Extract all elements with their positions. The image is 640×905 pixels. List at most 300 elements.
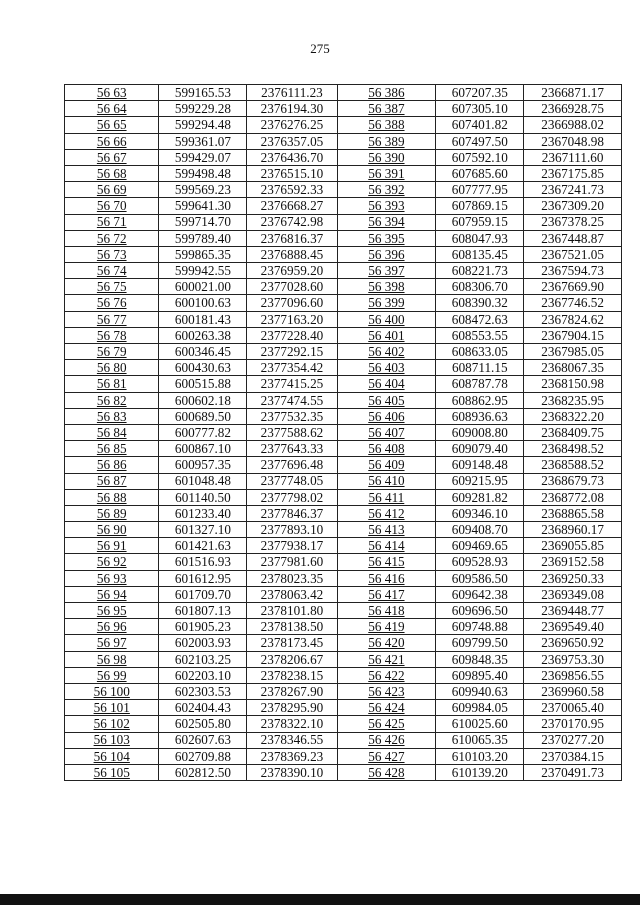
y-coord-left: 2376959.20 bbox=[247, 263, 337, 279]
table-row bbox=[65, 651, 622, 667]
point-id-right: 56 407 bbox=[337, 424, 436, 440]
table-row bbox=[65, 101, 622, 117]
y-coord-right: 2368235.95 bbox=[524, 392, 622, 408]
point-id-left: 56 89 bbox=[65, 505, 159, 521]
y-coord-right: 2367378.25 bbox=[524, 214, 622, 230]
x-coord-left: 602812.50 bbox=[159, 764, 247, 780]
table-row bbox=[65, 505, 622, 521]
point-id-right: 56 387 bbox=[337, 101, 436, 117]
y-coord-right: 2368409.75 bbox=[524, 424, 622, 440]
x-coord-left: 599165.53 bbox=[159, 85, 247, 101]
y-coord-right: 2368067.35 bbox=[524, 360, 622, 376]
y-coord-left: 2377532.35 bbox=[247, 408, 337, 424]
point-id-left: 56 66 bbox=[65, 133, 159, 149]
y-coord-left: 2378101.80 bbox=[247, 603, 337, 619]
point-id-left: 56 88 bbox=[65, 489, 159, 505]
x-coord-left: 599229.28 bbox=[159, 101, 247, 117]
table-row bbox=[65, 198, 622, 214]
y-coord-right: 2368865.58 bbox=[524, 505, 622, 521]
point-id-left: 56 103 bbox=[65, 732, 159, 748]
x-coord-right: 609346.10 bbox=[436, 505, 524, 521]
x-coord-left: 602103.25 bbox=[159, 651, 247, 667]
table-row bbox=[65, 667, 622, 683]
x-coord-left: 600689.50 bbox=[159, 408, 247, 424]
y-coord-left: 2376357.05 bbox=[247, 133, 337, 149]
y-coord-left: 2377028.60 bbox=[247, 279, 337, 295]
point-id-right: 56 397 bbox=[337, 263, 436, 279]
coordinate-table-body bbox=[65, 85, 622, 781]
table-row bbox=[65, 683, 622, 699]
point-id-left: 56 70 bbox=[65, 198, 159, 214]
point-id-right: 56 412 bbox=[337, 505, 436, 521]
x-coord-left: 600263.38 bbox=[159, 327, 247, 343]
point-id-right: 56 417 bbox=[337, 586, 436, 602]
point-id-left: 56 99 bbox=[65, 667, 159, 683]
point-id-left: 56 87 bbox=[65, 473, 159, 489]
x-coord-left: 600515.88 bbox=[159, 376, 247, 392]
y-coord-left: 2378238.15 bbox=[247, 667, 337, 683]
table-row bbox=[65, 554, 622, 570]
point-id-right: 56 389 bbox=[337, 133, 436, 149]
point-id-right: 56 403 bbox=[337, 360, 436, 376]
point-id-right: 56 400 bbox=[337, 311, 436, 327]
point-id-left: 56 71 bbox=[65, 214, 159, 230]
point-id-right: 56 424 bbox=[337, 700, 436, 716]
y-coord-left: 2377354.42 bbox=[247, 360, 337, 376]
point-id-left: 56 94 bbox=[65, 586, 159, 602]
x-coord-right: 608390.32 bbox=[436, 295, 524, 311]
point-id-left: 56 78 bbox=[65, 327, 159, 343]
point-id-left: 56 102 bbox=[65, 716, 159, 732]
x-coord-right: 609408.70 bbox=[436, 522, 524, 538]
point-id-right: 56 404 bbox=[337, 376, 436, 392]
table-row bbox=[65, 700, 622, 716]
x-coord-left: 602607.63 bbox=[159, 732, 247, 748]
y-coord-left: 2378023.35 bbox=[247, 570, 337, 586]
point-id-left: 56 105 bbox=[65, 764, 159, 780]
x-coord-right: 607401.82 bbox=[436, 117, 524, 133]
x-coord-left: 601140.50 bbox=[159, 489, 247, 505]
point-id-right: 56 386 bbox=[337, 85, 436, 101]
y-coord-left: 2377588.62 bbox=[247, 424, 337, 440]
table-row bbox=[65, 716, 622, 732]
x-coord-right: 609895.40 bbox=[436, 667, 524, 683]
point-id-left: 56 63 bbox=[65, 85, 159, 101]
y-coord-right: 2368960.17 bbox=[524, 522, 622, 538]
point-id-right: 56 427 bbox=[337, 748, 436, 764]
x-coord-right: 609079.40 bbox=[436, 441, 524, 457]
point-id-right: 56 406 bbox=[337, 408, 436, 424]
y-coord-left: 2378173.45 bbox=[247, 635, 337, 651]
x-coord-right: 607869.15 bbox=[436, 198, 524, 214]
y-coord-left: 2377292.15 bbox=[247, 344, 337, 360]
point-id-left: 56 65 bbox=[65, 117, 159, 133]
table-row bbox=[65, 295, 622, 311]
x-coord-right: 607777.95 bbox=[436, 182, 524, 198]
y-coord-right: 2368679.73 bbox=[524, 473, 622, 489]
x-coord-right: 609984.05 bbox=[436, 700, 524, 716]
x-coord-right: 609940.63 bbox=[436, 683, 524, 699]
y-coord-right: 2367048.98 bbox=[524, 133, 622, 149]
point-id-left: 56 79 bbox=[65, 344, 159, 360]
table-row bbox=[65, 165, 622, 181]
y-coord-right: 2367824.62 bbox=[524, 311, 622, 327]
x-coord-left: 601709.70 bbox=[159, 586, 247, 602]
point-id-right: 56 416 bbox=[337, 570, 436, 586]
y-coord-left: 2377938.17 bbox=[247, 538, 337, 554]
y-coord-right: 2369549.40 bbox=[524, 619, 622, 635]
y-coord-right: 2366928.75 bbox=[524, 101, 622, 117]
x-coord-left: 600021.00 bbox=[159, 279, 247, 295]
x-coord-right: 607207.35 bbox=[436, 85, 524, 101]
y-coord-right: 2368322.20 bbox=[524, 408, 622, 424]
y-coord-left: 2376742.98 bbox=[247, 214, 337, 230]
x-coord-right: 608047.93 bbox=[436, 230, 524, 246]
x-coord-right: 609696.50 bbox=[436, 603, 524, 619]
y-coord-left: 2377415.25 bbox=[247, 376, 337, 392]
y-coord-left: 2376111.23 bbox=[247, 85, 337, 101]
x-coord-left: 599361.07 bbox=[159, 133, 247, 149]
point-id-left: 56 91 bbox=[65, 538, 159, 554]
y-coord-right: 2367594.73 bbox=[524, 263, 622, 279]
y-coord-left: 2376668.27 bbox=[247, 198, 337, 214]
x-coord-left: 601048.48 bbox=[159, 473, 247, 489]
point-id-right: 56 399 bbox=[337, 295, 436, 311]
table-row bbox=[65, 748, 622, 764]
point-id-left: 56 80 bbox=[65, 360, 159, 376]
x-coord-right: 610103.20 bbox=[436, 748, 524, 764]
x-coord-right: 607305.10 bbox=[436, 101, 524, 117]
point-id-left: 56 77 bbox=[65, 311, 159, 327]
point-id-left: 56 93 bbox=[65, 570, 159, 586]
x-coord-left: 601807.13 bbox=[159, 603, 247, 619]
point-id-right: 56 391 bbox=[337, 165, 436, 181]
table-row bbox=[65, 764, 622, 780]
x-coord-left: 601233.40 bbox=[159, 505, 247, 521]
y-coord-right: 2370277.20 bbox=[524, 732, 622, 748]
table-row bbox=[65, 214, 622, 230]
point-id-right: 56 402 bbox=[337, 344, 436, 360]
point-id-right: 56 410 bbox=[337, 473, 436, 489]
x-coord-right: 610065.35 bbox=[436, 732, 524, 748]
point-id-right: 56 411 bbox=[337, 489, 436, 505]
y-coord-right: 2366871.17 bbox=[524, 85, 622, 101]
y-coord-right: 2369152.58 bbox=[524, 554, 622, 570]
table-row bbox=[65, 570, 622, 586]
y-coord-left: 2376436.70 bbox=[247, 149, 337, 165]
point-id-right: 56 392 bbox=[337, 182, 436, 198]
x-coord-right: 609586.50 bbox=[436, 570, 524, 586]
x-coord-right: 609748.88 bbox=[436, 619, 524, 635]
table-row bbox=[65, 522, 622, 538]
y-coord-right: 2369448.77 bbox=[524, 603, 622, 619]
x-coord-right: 608553.55 bbox=[436, 327, 524, 343]
point-id-left: 56 81 bbox=[65, 376, 159, 392]
y-coord-left: 2378346.55 bbox=[247, 732, 337, 748]
y-coord-left: 2377846.37 bbox=[247, 505, 337, 521]
point-id-right: 56 415 bbox=[337, 554, 436, 570]
point-id-left: 56 73 bbox=[65, 246, 159, 262]
table-row bbox=[65, 392, 622, 408]
x-coord-left: 599641.30 bbox=[159, 198, 247, 214]
y-coord-right: 2370170.95 bbox=[524, 716, 622, 732]
x-coord-right: 610025.60 bbox=[436, 716, 524, 732]
x-coord-left: 602709.88 bbox=[159, 748, 247, 764]
x-coord-left: 602303.53 bbox=[159, 683, 247, 699]
table-row bbox=[65, 635, 622, 651]
point-id-left: 56 97 bbox=[65, 635, 159, 651]
x-coord-left: 599865.35 bbox=[159, 246, 247, 262]
x-coord-left: 599498.48 bbox=[159, 165, 247, 181]
table-row bbox=[65, 182, 622, 198]
x-coord-left: 599789.40 bbox=[159, 230, 247, 246]
point-id-right: 56 413 bbox=[337, 522, 436, 538]
x-coord-right: 608633.05 bbox=[436, 344, 524, 360]
y-coord-left: 2376515.10 bbox=[247, 165, 337, 181]
point-id-left: 56 69 bbox=[65, 182, 159, 198]
table-row bbox=[65, 149, 622, 165]
table-row bbox=[65, 424, 622, 440]
x-coord-left: 602203.10 bbox=[159, 667, 247, 683]
x-coord-right: 607959.15 bbox=[436, 214, 524, 230]
point-id-left: 56 85 bbox=[65, 441, 159, 457]
table-row bbox=[65, 133, 622, 149]
x-coord-right: 609215.95 bbox=[436, 473, 524, 489]
x-coord-right: 609799.50 bbox=[436, 635, 524, 651]
point-id-left: 56 90 bbox=[65, 522, 159, 538]
x-coord-left: 600957.35 bbox=[159, 457, 247, 473]
y-coord-left: 2377696.48 bbox=[247, 457, 337, 473]
x-coord-left: 602404.43 bbox=[159, 700, 247, 716]
point-id-right: 56 396 bbox=[337, 246, 436, 262]
page-number: 275 bbox=[310, 41, 330, 56]
point-id-right: 56 421 bbox=[337, 651, 436, 667]
table-row bbox=[65, 408, 622, 424]
table-row bbox=[65, 376, 622, 392]
y-coord-left: 2378206.67 bbox=[247, 651, 337, 667]
x-coord-left: 601516.93 bbox=[159, 554, 247, 570]
table-row bbox=[65, 457, 622, 473]
x-coord-left: 601612.95 bbox=[159, 570, 247, 586]
point-id-left: 56 92 bbox=[65, 554, 159, 570]
point-id-left: 56 83 bbox=[65, 408, 159, 424]
table-row bbox=[65, 360, 622, 376]
y-coord-left: 2377643.33 bbox=[247, 441, 337, 457]
x-coord-right: 608472.63 bbox=[436, 311, 524, 327]
point-id-right: 56 390 bbox=[337, 149, 436, 165]
point-id-left: 56 95 bbox=[65, 603, 159, 619]
x-coord-left: 599569.23 bbox=[159, 182, 247, 198]
y-coord-left: 2378295.90 bbox=[247, 700, 337, 716]
point-id-right: 56 419 bbox=[337, 619, 436, 635]
y-coord-left: 2377474.55 bbox=[247, 392, 337, 408]
x-coord-right: 608135.45 bbox=[436, 246, 524, 262]
x-coord-right: 608862.95 bbox=[436, 392, 524, 408]
x-coord-right: 609148.48 bbox=[436, 457, 524, 473]
y-coord-right: 2366988.02 bbox=[524, 117, 622, 133]
table-row bbox=[65, 230, 622, 246]
bottom-rule bbox=[0, 894, 640, 905]
point-id-left: 56 86 bbox=[65, 457, 159, 473]
point-id-left: 56 84 bbox=[65, 424, 159, 440]
table-row bbox=[65, 732, 622, 748]
x-coord-right: 610139.20 bbox=[436, 764, 524, 780]
point-id-right: 56 408 bbox=[337, 441, 436, 457]
point-id-left: 56 98 bbox=[65, 651, 159, 667]
point-id-right: 56 401 bbox=[337, 327, 436, 343]
y-coord-left: 2377163.20 bbox=[247, 311, 337, 327]
point-id-left: 56 101 bbox=[65, 700, 159, 716]
point-id-right: 56 398 bbox=[337, 279, 436, 295]
point-id-left: 56 104 bbox=[65, 748, 159, 764]
x-coord-right: 608936.63 bbox=[436, 408, 524, 424]
point-id-right: 56 394 bbox=[337, 214, 436, 230]
table-row bbox=[65, 344, 622, 360]
point-id-right: 56 395 bbox=[337, 230, 436, 246]
point-id-left: 56 68 bbox=[65, 165, 159, 181]
coordinate-table bbox=[64, 84, 622, 781]
x-coord-left: 599294.48 bbox=[159, 117, 247, 133]
point-id-right: 56 409 bbox=[337, 457, 436, 473]
point-id-left: 56 72 bbox=[65, 230, 159, 246]
table-row bbox=[65, 619, 622, 635]
point-id-left: 56 67 bbox=[65, 149, 159, 165]
x-coord-left: 601327.10 bbox=[159, 522, 247, 538]
point-id-left: 56 76 bbox=[65, 295, 159, 311]
point-id-left: 56 75 bbox=[65, 279, 159, 295]
table-row bbox=[65, 311, 622, 327]
y-coord-right: 2369250.33 bbox=[524, 570, 622, 586]
y-coord-right: 2369960.58 bbox=[524, 683, 622, 699]
table-row bbox=[65, 603, 622, 619]
table-row bbox=[65, 327, 622, 343]
y-coord-right: 2369349.08 bbox=[524, 586, 622, 602]
table-row bbox=[65, 85, 622, 101]
y-coord-left: 2376816.37 bbox=[247, 230, 337, 246]
x-coord-right: 609008.80 bbox=[436, 424, 524, 440]
point-id-right: 56 426 bbox=[337, 732, 436, 748]
y-coord-left: 2378138.50 bbox=[247, 619, 337, 635]
x-coord-left: 599942.55 bbox=[159, 263, 247, 279]
x-coord-left: 599714.70 bbox=[159, 214, 247, 230]
point-id-right: 56 414 bbox=[337, 538, 436, 554]
point-id-right: 56 420 bbox=[337, 635, 436, 651]
x-coord-left: 601421.63 bbox=[159, 538, 247, 554]
y-coord-left: 2376888.45 bbox=[247, 246, 337, 262]
y-coord-left: 2378369.23 bbox=[247, 748, 337, 764]
point-id-right: 56 422 bbox=[337, 667, 436, 683]
y-coord-left: 2377798.02 bbox=[247, 489, 337, 505]
y-coord-right: 2367448.87 bbox=[524, 230, 622, 246]
y-coord-right: 2369055.85 bbox=[524, 538, 622, 554]
y-coord-right: 2369856.55 bbox=[524, 667, 622, 683]
x-coord-right: 607685.60 bbox=[436, 165, 524, 181]
y-coord-left: 2377228.40 bbox=[247, 327, 337, 343]
x-coord-left: 599429.07 bbox=[159, 149, 247, 165]
y-coord-right: 2367175.85 bbox=[524, 165, 622, 181]
x-coord-left: 600100.63 bbox=[159, 295, 247, 311]
x-coord-right: 609642.38 bbox=[436, 586, 524, 602]
point-id-right: 56 388 bbox=[337, 117, 436, 133]
x-coord-right: 608221.73 bbox=[436, 263, 524, 279]
y-coord-right: 2368150.98 bbox=[524, 376, 622, 392]
table-row bbox=[65, 117, 622, 133]
x-coord-left: 602003.93 bbox=[159, 635, 247, 651]
y-coord-right: 2367241.73 bbox=[524, 182, 622, 198]
x-coord-right: 607592.10 bbox=[436, 149, 524, 165]
y-coord-right: 2367669.90 bbox=[524, 279, 622, 295]
y-coord-left: 2377981.60 bbox=[247, 554, 337, 570]
y-coord-left: 2378267.90 bbox=[247, 683, 337, 699]
y-coord-right: 2370384.15 bbox=[524, 748, 622, 764]
x-coord-right: 608306.70 bbox=[436, 279, 524, 295]
point-id-right: 56 405 bbox=[337, 392, 436, 408]
y-coord-left: 2378063.42 bbox=[247, 586, 337, 602]
point-id-right: 56 423 bbox=[337, 683, 436, 699]
y-coord-right: 2369753.30 bbox=[524, 651, 622, 667]
x-coord-right: 607497.50 bbox=[436, 133, 524, 149]
point-id-left: 56 82 bbox=[65, 392, 159, 408]
table-row bbox=[65, 538, 622, 554]
y-coord-right: 2370065.40 bbox=[524, 700, 622, 716]
y-coord-left: 2377748.05 bbox=[247, 473, 337, 489]
point-id-right: 56 418 bbox=[337, 603, 436, 619]
y-coord-right: 2368588.52 bbox=[524, 457, 622, 473]
y-coord-right: 2367746.52 bbox=[524, 295, 622, 311]
y-coord-right: 2368498.52 bbox=[524, 441, 622, 457]
table-row bbox=[65, 441, 622, 457]
x-coord-left: 600181.43 bbox=[159, 311, 247, 327]
y-coord-right: 2370491.73 bbox=[524, 764, 622, 780]
y-coord-right: 2367111.60 bbox=[524, 149, 622, 165]
x-coord-right: 609528.93 bbox=[436, 554, 524, 570]
y-coord-right: 2367904.15 bbox=[524, 327, 622, 343]
y-coord-left: 2377893.10 bbox=[247, 522, 337, 538]
y-coord-left: 2376276.25 bbox=[247, 117, 337, 133]
point-id-left: 56 96 bbox=[65, 619, 159, 635]
x-coord-left: 600430.63 bbox=[159, 360, 247, 376]
table-row bbox=[65, 263, 622, 279]
point-id-left: 56 64 bbox=[65, 101, 159, 117]
point-id-left: 56 74 bbox=[65, 263, 159, 279]
y-coord-left: 2378390.10 bbox=[247, 764, 337, 780]
table-row bbox=[65, 489, 622, 505]
x-coord-right: 609281.82 bbox=[436, 489, 524, 505]
x-coord-right: 609848.35 bbox=[436, 651, 524, 667]
x-coord-left: 600602.18 bbox=[159, 392, 247, 408]
x-coord-left: 600867.10 bbox=[159, 441, 247, 457]
y-coord-right: 2367309.20 bbox=[524, 198, 622, 214]
x-coord-right: 608711.15 bbox=[436, 360, 524, 376]
y-coord-left: 2376194.30 bbox=[247, 101, 337, 117]
x-coord-left: 600777.82 bbox=[159, 424, 247, 440]
y-coord-left: 2377096.60 bbox=[247, 295, 337, 311]
table-row bbox=[65, 246, 622, 262]
x-coord-right: 609469.65 bbox=[436, 538, 524, 554]
point-id-right: 56 393 bbox=[337, 198, 436, 214]
y-coord-left: 2376592.33 bbox=[247, 182, 337, 198]
y-coord-right: 2368772.08 bbox=[524, 489, 622, 505]
y-coord-right: 2369650.92 bbox=[524, 635, 622, 651]
point-id-right: 56 425 bbox=[337, 716, 436, 732]
point-id-left: 56 100 bbox=[65, 683, 159, 699]
point-id-right: 56 428 bbox=[337, 764, 436, 780]
x-coord-left: 602505.80 bbox=[159, 716, 247, 732]
y-coord-left: 2378322.10 bbox=[247, 716, 337, 732]
table-row bbox=[65, 279, 622, 295]
y-coord-right: 2367985.05 bbox=[524, 344, 622, 360]
x-coord-right: 608787.78 bbox=[436, 376, 524, 392]
